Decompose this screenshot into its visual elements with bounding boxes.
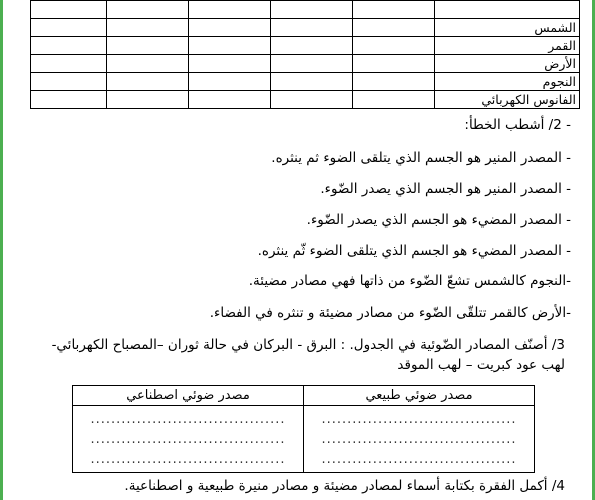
section3-line2: لهب عود كبريت – لهب الموقد — [397, 357, 565, 373]
answer-cell[interactable] — [31, 91, 107, 109]
answer-cell[interactable] — [31, 55, 107, 73]
statement-4: - المصدر المضيء هو الجسم الذي يتلقى الضوء ثّم ينثره. — [257, 243, 571, 259]
answer-cell[interactable] — [271, 55, 353, 73]
section3-line1: 3/ أصنّف المصادر الضّوئية في الجدول. : البرق - البركان في حالة ثوران –المصباح الكهربائي- — [51, 337, 565, 353]
artificial-answer-area[interactable] — [73, 406, 304, 473]
section2-heading: - 2/ أشطب الخطأ: — [464, 117, 571, 133]
row-label: الفانوس الكهربائي — [435, 91, 580, 109]
answer-cell[interactable] — [107, 37, 189, 55]
answer-cell[interactable] — [353, 91, 435, 109]
statement-3: - المصدر المضيء هو الجسم الذي يصدر الضّوء. — [306, 212, 571, 228]
answer-cell[interactable] — [107, 91, 189, 109]
table-row — [31, 73, 580, 91]
table-row — [31, 37, 580, 55]
row-label — [435, 1, 580, 19]
answer-cell[interactable] — [189, 73, 271, 91]
answer-cell[interactable] — [271, 37, 353, 55]
answer-cell[interactable] — [353, 19, 435, 37]
row-label: القمر — [435, 37, 580, 55]
answer-cell[interactable] — [31, 37, 107, 55]
answer-cell[interactable] — [189, 19, 271, 37]
statement-6: -الأرض كالقمر تتلقّى الضّوء من مصادر مضيئة و تنثره في الفضاء. — [209, 305, 571, 321]
artificial-header: مصدر ضوئي اصطناعي — [73, 386, 304, 406]
answer-cell[interactable] — [271, 73, 353, 91]
natural-answer-area[interactable] — [304, 406, 535, 473]
answer-cell[interactable] — [107, 19, 189, 37]
answer-cell[interactable] — [271, 19, 353, 37]
answer-cell[interactable] — [353, 1, 435, 19]
answer-cell[interactable] — [189, 37, 271, 55]
answer-cell[interactable] — [31, 19, 107, 37]
answer-cell[interactable] — [189, 55, 271, 73]
answer-cell[interactable] — [107, 73, 189, 91]
answer-cell[interactable] — [353, 73, 435, 91]
dots-line: ...................................... — [321, 432, 517, 447]
table-row — [31, 1, 580, 19]
statement-5: -النجوم كالشمس تشعّ الضّوء من ذاتها فهي مصادر مضيئة. — [248, 273, 571, 289]
dots-line: ...................................... — [321, 452, 517, 467]
answer-cell[interactable] — [353, 37, 435, 55]
dots-line: ...................................... — [90, 412, 286, 427]
natural-header: مصدر ضوئي طبيعي — [304, 386, 535, 406]
answer-cell[interactable] — [189, 91, 271, 109]
dots-line: ...................................... — [90, 432, 286, 447]
section4-line1: 4/ أكمل الفقرة بكتابة أسماء لمصادر مضيئة و مصادر منيرة طبيعية و اصطناعية. — [124, 478, 565, 494]
sources-table — [30, 0, 580, 109]
answer-cell[interactable] — [31, 73, 107, 91]
answer-cell[interactable] — [271, 91, 353, 109]
table-row — [31, 19, 580, 37]
answer-cell[interactable] — [189, 1, 271, 19]
answer-cell[interactable] — [353, 55, 435, 73]
classification-table — [72, 385, 535, 473]
answer-cell[interactable] — [31, 1, 107, 19]
answer-cell[interactable] — [107, 55, 189, 73]
row-label: الأرض — [435, 55, 580, 73]
answer-cell[interactable] — [271, 1, 353, 19]
table-row — [31, 55, 580, 73]
row-label: الشمس — [435, 19, 580, 37]
dots-line: ...................................... — [90, 452, 286, 467]
dots-line: ...................................... — [321, 412, 517, 427]
answer-cell[interactable] — [107, 1, 189, 19]
row-label: النجوم — [435, 73, 580, 91]
table-row — [31, 91, 580, 109]
statement-1: - المصدر المنير هو الجسم الذي يتلقى الضوء ثم ينثره. — [271, 150, 571, 166]
statement-2: - المصدر المنير هو الجسم الذي يصدر الضّوء. — [320, 181, 571, 197]
